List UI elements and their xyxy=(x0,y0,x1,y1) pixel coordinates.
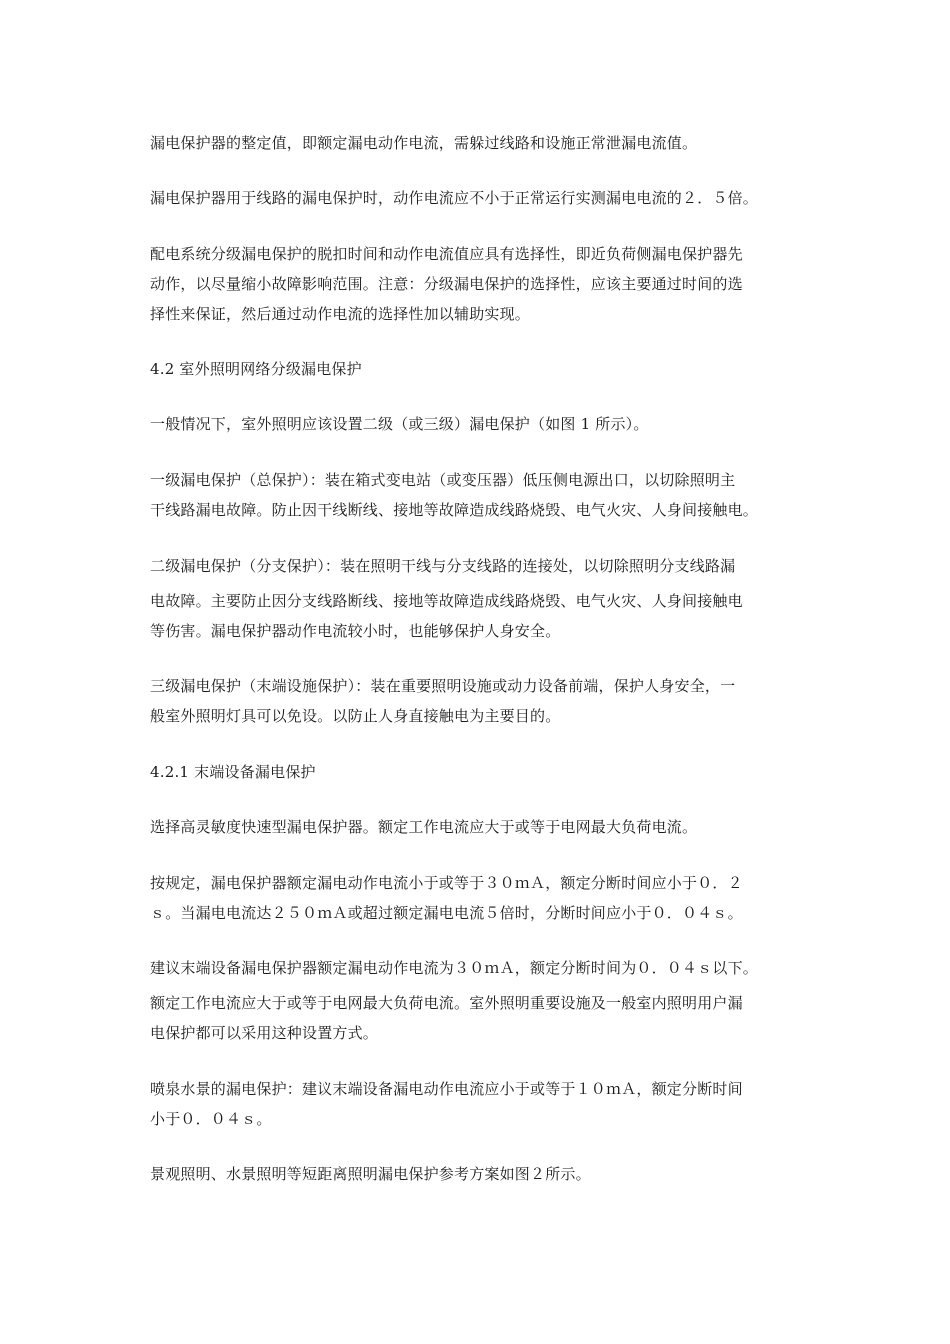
paragraph-line: 一级漏电保护（总保护）：装在箱式变电站（或变压器）低压侧电源出口，以切除照明主 xyxy=(150,471,736,489)
section-heading: 4.2 室外照明网络分级漏电保护 xyxy=(150,360,362,378)
paragraph-line: 二级漏电保护（分支保护）：装在照明干线与分支线路的连接处，以切除照明分支线路漏 xyxy=(150,557,736,575)
paragraph-line: 选择高灵敏度快速型漏电保护器。额定工作电流应大于或等于电网最大负荷电流。 xyxy=(150,818,698,836)
section-heading: 4.2.1 末端设备漏电保护 xyxy=(150,763,316,781)
paragraph-line: 电保护都可以采用这种设置方式。 xyxy=(150,1024,379,1042)
paragraph-line: 建议末端设备漏电保护器额定漏电动作电流为３０ｍＡ，额定分断时间为０．０４ｓ以下。 xyxy=(150,959,759,977)
paragraph-line: 小于０．０４ｓ。 xyxy=(150,1110,272,1128)
paragraph-line: 干线路漏电故障。防止因干线断线、接地等故障造成线路烧毁、电气火灾、人身间接触电。 xyxy=(150,501,759,519)
paragraph-line: 漏电保护器用于线路的漏电保护时，动作电流应不小于正常运行实测漏电电流的２．５倍。 xyxy=(150,189,759,207)
paragraph-line: 额定工作电流应大于或等于电网最大负荷电流。室外照明重要设施及一般室内照明用户漏 xyxy=(150,994,743,1012)
paragraph-line: 景观照明、水景照明等短距离照明漏电保护参考方案如图２所示。 xyxy=(150,1165,591,1183)
paragraph-line: 喷泉水景的漏电保护：建议末端设备漏电动作电流应小于或等于１０ｍＡ，额定分断时间 xyxy=(150,1080,743,1098)
paragraph-line: ｓ。当漏电电流达２５０ｍＡ或超过额定漏电电流５倍时，分断时间应小于０．０４ｓ。 xyxy=(150,904,743,922)
paragraph-line: 般室外照明灯具可以免设。以防止人身直接触电为主要目的。 xyxy=(150,707,561,725)
paragraph-line: 等伤害。漏电保护器动作电流较小时，也能够保护人身安全。 xyxy=(150,622,561,640)
paragraph-line: 动作，以尽量缩小故障影响范围。注意：分级漏电保护的选择性，应该主要通过时间的选 xyxy=(150,275,743,293)
paragraph-line: 三级漏电保护（末端设施保护）：装在重要照明设施或动力设备前端，保护人身安全，一 xyxy=(150,677,736,695)
paragraph-line: 一般情况下，室外照明应该设置二级（或三级）漏电保护（如图 1 所示）。 xyxy=(150,415,649,433)
paragraph-line: 漏电保护器的整定值，即额定漏电动作电流，需躲过线路和设施正常泄漏电流值。 xyxy=(150,134,698,152)
paragraph-line: 择性来保证，然后通过动作电流的选择性加以辅助实现。 xyxy=(150,305,531,323)
paragraph-line: 配电系统分级漏电保护的脱扣时间和动作电流值应具有选择性，即近负荷侧漏电保护器先 xyxy=(150,245,743,263)
paragraph-line: 按规定，漏电保护器额定漏电动作电流小于或等于３０ｍＡ，额定分断时间应小于０．２ xyxy=(150,874,743,892)
paragraph-line: 电故障。主要防止因分支线路断线、接地等故障造成线路烧毁、电气火灾、人身间接触电 xyxy=(150,592,743,610)
